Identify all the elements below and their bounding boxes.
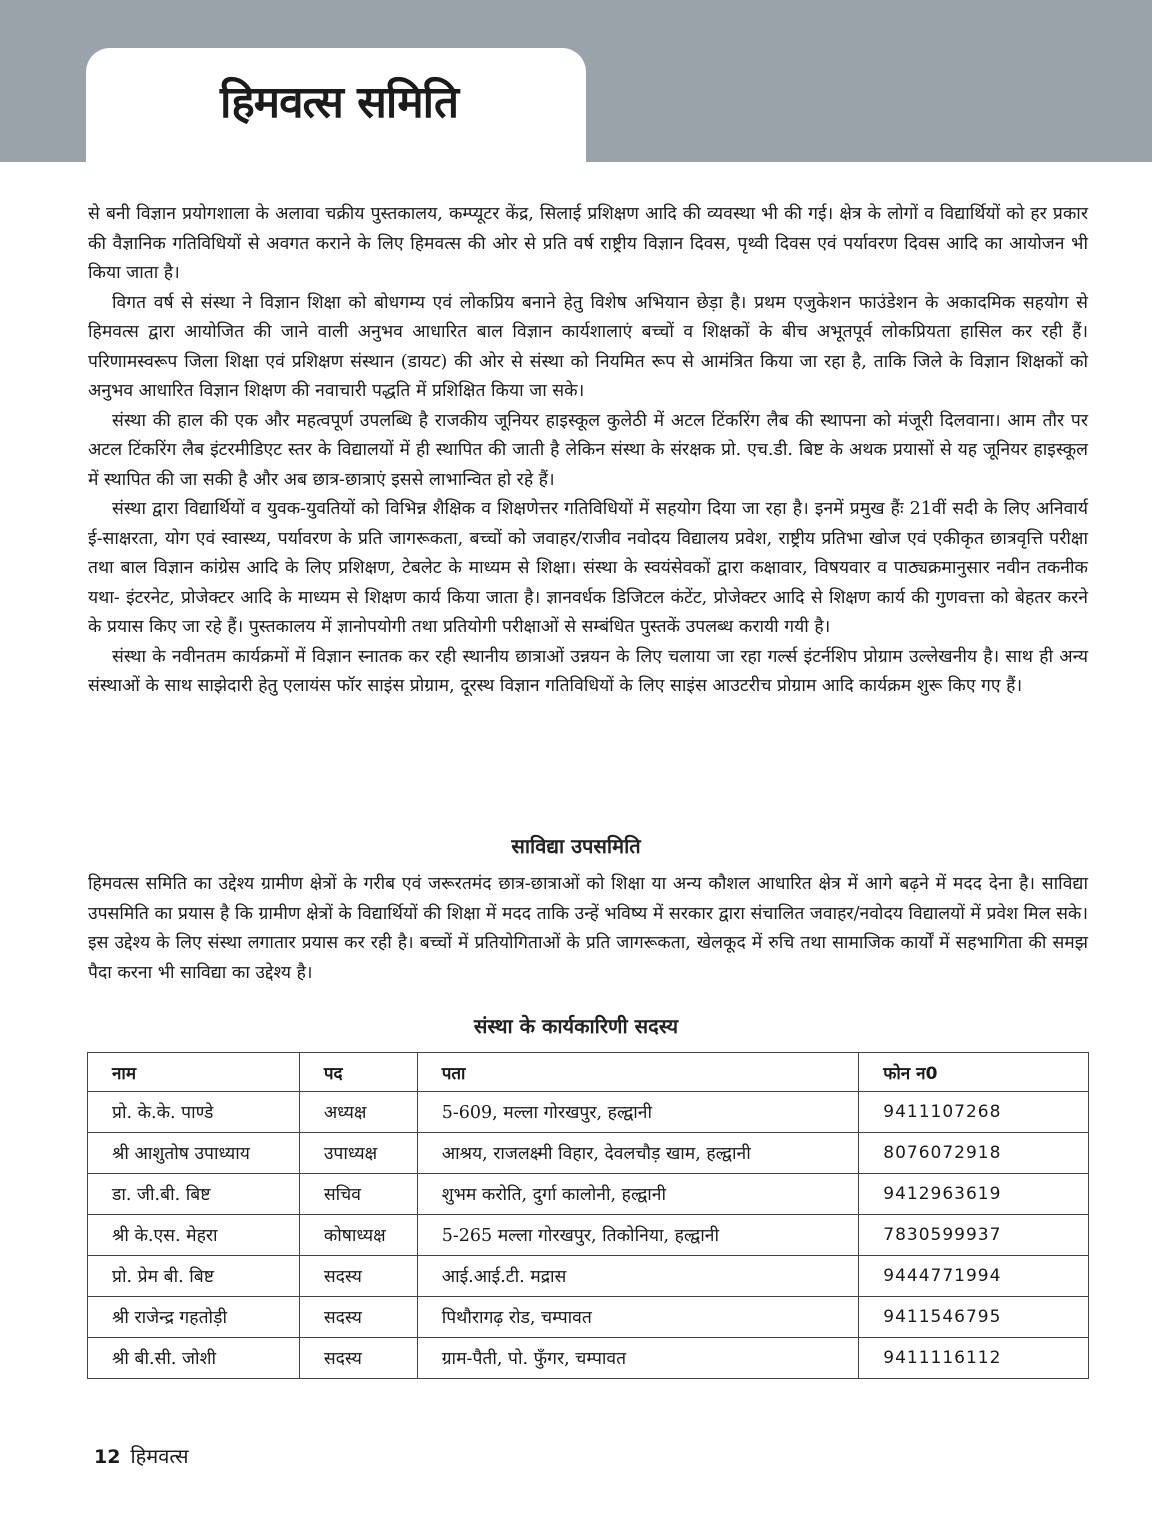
savidya-heading: साविद्या उपसमिति (511, 834, 641, 858)
members-table (87, 1052, 1089, 1379)
member-post: अध्यक्ष (299, 1092, 417, 1133)
member-phone: 9411116112 (859, 1338, 1089, 1379)
member-phone: 9411546795 (859, 1297, 1089, 1338)
magazine-name: हिमवत्स (130, 1444, 189, 1468)
member-post: कोषाध्यक्ष (299, 1215, 417, 1256)
table-row (88, 1338, 1089, 1379)
member-post: सदस्य (299, 1256, 417, 1297)
article-body (88, 200, 1088, 702)
member-address: ग्राम-पैती, पो. फुँगर, चम्पावत (417, 1338, 859, 1379)
column-header-phone: फोन न0 (859, 1053, 1089, 1092)
member-phone: 7830599937 (859, 1215, 1089, 1256)
member-name: श्री आशुतोष उपाध्याय (88, 1133, 300, 1174)
member-name: प्रो. प्रेम बी. बिष्ट (88, 1256, 300, 1297)
members-heading: संस्था के कार्यकारिणी सदस्य (473, 1014, 679, 1038)
member-post: सचिव (299, 1174, 417, 1215)
member-address: आश्रय, राजलक्ष्मी विहार, देवलचौड़ खाम, हल्द्वानी (417, 1133, 859, 1174)
member-post: सदस्य (299, 1338, 417, 1379)
member-phone: 9444771994 (859, 1256, 1089, 1297)
member-phone: 9412963619 (859, 1174, 1089, 1215)
table-row (88, 1256, 1089, 1297)
member-phone: 8076072918 (859, 1133, 1089, 1174)
table-row (88, 1174, 1089, 1215)
member-address: 5-265 मल्ला गोरखपुर, तिकोनिया, हल्द्वानी (417, 1215, 859, 1256)
column-header-address: पता (417, 1053, 859, 1092)
member-name: श्री राजेन्द्र गहतोड़ी (88, 1297, 300, 1338)
member-post: उपाध्यक्ष (299, 1133, 417, 1174)
paragraph-1: से बनी विज्ञान प्रयोगशाला के अलावा चक्रीय पुस्तकालय, कम्प्यूटर केंद्र, सिलाई प्रशिक्षण आदि की व्यवस्था भी की गई। क्षेत्र के लोगों व विद्यार्थियों को हर प्रकार की वैज्ञानिक गतिविधियों से अवगत कराने के लिए हिमवत्स की ओर से प्रति वर्ष राष्ट्रीय विज्ञान दिवस, पृथ्वी दिवस एवं पर्यावरण दिवस आदि का आयोजन भी किया जाता है। (88, 204, 1088, 283)
member-address: 5-609, मल्ला गोरखपुर, हल्द्वानी (417, 1092, 859, 1133)
page-number: 12 (94, 1446, 121, 1468)
member-name: श्री के.एस. मेहरा (88, 1215, 300, 1256)
member-name: श्री बी.सी. जोशी (88, 1338, 300, 1379)
page-footer (94, 1442, 189, 1469)
column-header-name: नाम (88, 1053, 300, 1092)
member-address: शुभम करोति, दुर्गा कालोनी, हल्द्वानी (417, 1174, 859, 1215)
member-post: सदस्य (299, 1297, 417, 1338)
member-name: प्रो. के.के. पाण्डे (88, 1092, 300, 1133)
member-name: डा. जी.बी. बिष्ट (88, 1174, 300, 1215)
member-address: आई.आई.टी. मद्रास (417, 1256, 859, 1297)
paragraph-2: विगत वर्ष से संस्था ने विज्ञान शिक्षा को बोधगम्य एवं लोकप्रिय बनाने हेतु विशेष अभियान छेड़ा है। प्रथम एजुकेशन फाउंडेशन के अकादमिक सहयोग से हिमवत्स द्वारा आयोजित की जाने वाली अनुभव आधारित बाल विज्ञान कार्यशालाएं बच्चों व शिक्षकों के बीच अभूतपूर्व लोकप्रियता हासिल कर रही हैं। परिणामस्वरूप जिला शिक्षा एवं प्रशिक्षण संस्थान (डायट) की ओर से संस्था को नियमित रूप से आमंत्रित किया जा रहा है, ताकि जिले के विज्ञान शिक्षकों को अनुभव आधारित विज्ञान शिक्षण की नवाचारी पद्धति में प्रशिक्षित किया जा सके। (88, 292, 1088, 401)
member-phone: 9411107268 (859, 1092, 1089, 1133)
table-header-row (88, 1053, 1089, 1092)
member-address: पिथौरागढ़ रोड, चम्पावत (417, 1297, 859, 1338)
table-row (88, 1092, 1089, 1133)
table-row (88, 1133, 1089, 1174)
paragraph-5: संस्था के नवीनतम कार्यक्रमों में विज्ञान स्नातक कर रही स्थानीय छात्राओं उन्नयन के लिए चलाया जा रहा गर्ल्स इंटर्नशिप प्रोग्राम उल्लेखनीय है। साथ ही अन्य संस्थाओं के साथ साझेदारी हेतु एलायंस फॉर साइंस प्रोग्राम, दूरस्थ विज्ञान गतिविधियों के लिए साइंस आउटरीच प्रोग्राम आदि कार्यक्रम शुरू किए गए हैं। (88, 646, 1088, 696)
paragraph-3: संस्था की हाल की एक और महत्वपूर्ण उपलब्धि है राजकीय जूनियर हाइस्कूल कुलेठी में अटल टिंकरिंग लैब की स्थापना को मंजूरी दिलवाना। आम तौर पर अटल टिंकरिंग लैब इंटरमीडिएट स्तर के विद्यालयों में ही स्थापित की जाती है लेकिन संस्था के संरक्षक प्रो. एच.डी. बिष्ट के अथक प्रयासों से यह जूनियर हाइस्कूल में स्थापित की जा सकी है और अब छात्र-छात्राएं इससे लाभान्वित हो रहे हैं। (88, 410, 1088, 490)
page-title: हिमवत्स समिति (220, 77, 459, 128)
savidya-paragraph: हिमवत्स समिति का उद्देश्य ग्रामीण क्षेत्रों के गरीब एवं जरूरतमंद छात्र-छात्राओं को शिक्षा या अन्य कौशल आधारित क्षेत्र में आगे बढ़ने में मदद देना है। साविद्या उपसमिति का प्रयास है कि ग्रामीण क्षेत्रों के विद्यार्थियों की शिक्षा में मदद ताकि उन्हें भविष्य में सरकार द्वारा संचालित जवाहर/नवोदय विद्यालयों में प्रवेश मिल सके। इस उद्देश्य के लिए संस्था लगातार प्रयास कर रही है। बच्चों में प्रतियोगिताओं के प्रति जागरूकता, खेलकूद में रुचि तथा सामाजिक कार्यों में सहभागिता की समझ पैदा करना भी साविद्या का उद्देश्य है। (88, 874, 1088, 983)
table-row (88, 1297, 1089, 1338)
column-header-post: पद (299, 1053, 417, 1092)
paragraph-4: संस्था द्वारा विद्यार्थियों व युवक-युवतियों को विभिन्न शैक्षिक व शिक्षणेत्तर गतिविधियों में सहयोग दिया जा रहा है। इनमें प्रमुख हैंः 21वीं सदी के लिए अनिवार्य ई-साक्षरता, योग एवं स्वास्थ्य, पर्यावरण के प्रति जागरूकता, बच्चों को जवाहर/राजीव नवोदय विद्यालय प्रवेश, राष्ट्रीय प्रतिभा खोज एवं एकीकृत छात्रवृत्ति परीक्षा तथा बाल विज्ञान कांग्रेस आदि के लिए प्रशिक्षण, टेबलेट के माध्यम से शिक्षा। संस्था के स्वयंसेवकों द्वारा कक्षावार, विषयवार व पाठ्यक्रमानुसार नवीन तकनीक यथा- इंटरनेट, प्रोजेक्टर आदि के माध्यम से शिक्षण कार्य किया जाता है। ज्ञानवर्धक डिजिटल कंटेंट, प्रोजेक्टर आदि से शिक्षण कार्य की गुणवत्ता को बेहतर करने के प्रयास किए जा रहे हैं। पुस्तकालय में ज्ञानोपयोगी तथा प्रतियोगी परीक्षाओं से सम्बंधित पुस्तकें उपलब्ध करायी गयी है। (88, 499, 1088, 637)
table-row (88, 1215, 1089, 1256)
